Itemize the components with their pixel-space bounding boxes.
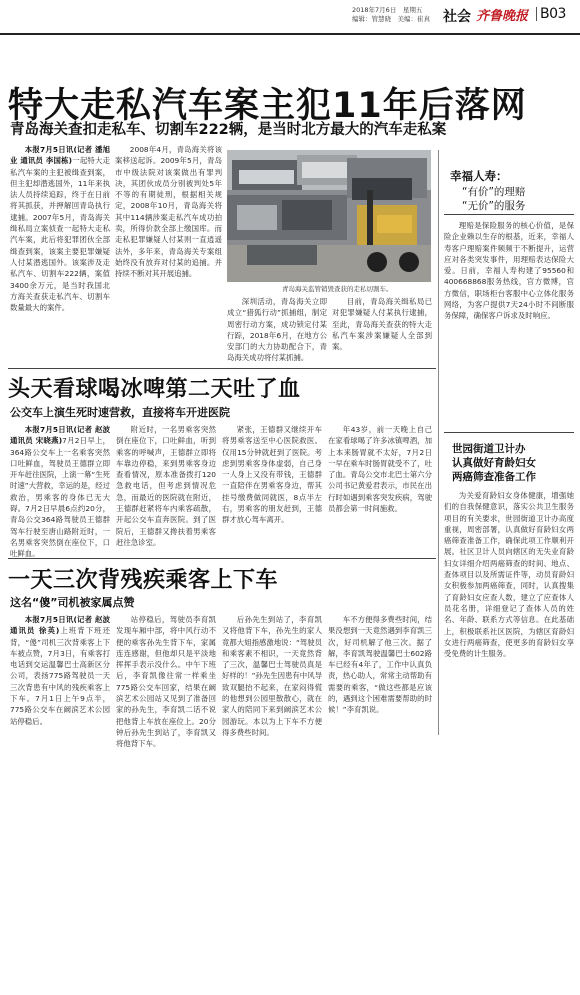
sidebar-news-title-line-3: 两癌筛查准备工作 — [452, 471, 536, 483]
page-header — [0, 0, 580, 38]
scrapyard-photo — [227, 150, 431, 282]
story2-column-2 — [116, 424, 216, 554]
story3-subheadline: 这名“傻”司机被家属点赞 — [10, 596, 135, 609]
sidebar-ad-rule — [444, 214, 574, 215]
story1-column-2-text: 2008年4月，青岛海关将该案移送起诉。2009年5月，青岛市中级法院对该案做出有罪判决，其团伙成员分别被判处5年不等的有期徒刑，根据相关规定，2008年10月，青岛海关将其中114辆涉案走私汽车成功拍卖，所得价款全部上缴国库。而走私犯罪嫌疑人付某则一直逍遥法外，多年来，青岛海关专案组始终没有放弃对付某的追捕。并持续不断对其开展追捕。 — [115, 145, 222, 279]
story1-column-3-text: 深圳活动，青岛海关立即成立“猎狐行动”抓捕组，制定周密行动方案，成功锁定付某行踪，2018年6月，在地方公安部门的大力协助配合下，青岛海关成功将付某抓捕。 — [227, 297, 327, 363]
story1-column-4-text: 目前，青岛海关缉私局已对犯罪嫌疑人付某执行逮捕，至此，青岛海关查获的特大走私汽车案涉案嫌疑人全部到案。 — [332, 297, 432, 352]
story3-column-1-text: 上班背下班还背，“傻”司机三次背乘客上下车被点赞，7月3日，有乘客打电话到交运温馨巴士高新区分公司，表扬775路驾驶员一天三次背患有中风的残疾乘客上下车。7月1日上午9点半，775路公交车在阚滨艺术公园站停稳后。 — [10, 626, 110, 726]
story2-column-3 — [222, 424, 322, 554]
story1-column-1-text: 一起特大走私汽车案的主犯被缉查到案，但主犯却潜逃国外，11年来执法人员持续追踪，终于在日前将其抓获，并押解回青岛执行逮捕。2007年5月，青岛海关缉私局立案侦查一起特大走私汽车案，此后将犯罪团伙全部缉查到案，该案主要犯罪嫌疑人付某潜逃国外。该案涉及走私汽车、切割车222辆，案值3400余万元，是当时我国北方海关查获走私汽车、切割车数量最大的案件。 — [10, 156, 110, 313]
story2-column-1 — [10, 424, 111, 559]
story1-subheadline: 青岛海关查扣走私车、切割车222辆，是当时北方最大的汽车走私案 — [10, 122, 447, 138]
sidebar-ad-body — [444, 220, 574, 406]
story3-column-2 — [116, 614, 216, 749]
header-divider — [536, 7, 537, 21]
story3-column-3 — [222, 614, 322, 737]
story2-subheadline: 公交车上演生死时速营救，直接将车开进医院 — [10, 406, 230, 419]
sidebar-ad-line-1: “有价”的理赔 — [462, 186, 526, 198]
story1-column-4 — [332, 296, 432, 362]
sidebar-news-text: 为关爱育龄妇女身体健康，增强她们的自我保健意识，落实公共卫生服务项目的有关要求，世园街道卫计办高度重视，周密部署，认真做好育龄妇女两癌筛查准备工作，确保此项工作顺利开展。社区卫计人员向辖区的无失业育龄妇女详细介绍两癌筛查的时间、地点、查体项目以及所需证件等，动员育龄妇女积极参加两癌筛查，同时，认真搜集了育龄妇女应查人数，建立了应查体人员花名册，详细登记了查体人员的姓名、年龄、联系方式等信息。在此基础上，积极联系社区医院，为辖区育龄妇女进行两癌筛查，使更多的育龄妇女享受免费的计生服务。 — [444, 491, 574, 659]
story3-column-1 — [10, 614, 110, 734]
story-divider-1 — [8, 368, 436, 369]
story1-column-1 — [10, 144, 110, 354]
story3-byline: 本报7月5日讯(记者 赵波 通讯员 徐英) — [10, 615, 110, 636]
story3-column-2-text: 站停稳后，驾驶员李育凯发现车厢中部，将中风行动不便的乘客孙先生背下车，家属连连感谢，但他却只是平淡地挥挥手表示没什么。中午下班后，李育凯像往常一样乘坐775路公交车回家，结果在阚滨艺术公园站又见到了准备回家的孙先生，李育凯二话不说把他背上车放在座位上。20分钟后孙先生到站了，李育凯又将他背下车。 — [116, 615, 216, 749]
story2-column-4 — [328, 424, 432, 554]
sidebar-news-body — [444, 490, 574, 734]
sidebar-news-title-line-2: 认真做好育龄妇女 — [452, 457, 536, 469]
story1-photo — [227, 150, 431, 282]
sidebar-news-title-line-1: 世园街道卫计办 — [452, 443, 526, 455]
story2-column-1-text: 7月2日早上，364路公交车上一名乘客突然口吐鲜血，驾驶员王德群立即开车赶往医院，上演一幕“生死时速”大营救，幸运的是，经过救治，男乘客的身体已无大碍。7月2日早晨6点约20分，青岛公交364路驾驶员王德群驾车行驶至唐山路附近时，一名男乘客突然倒在座位下，口吐鲜血。 — [10, 436, 111, 559]
section-name: 社会 — [443, 9, 471, 25]
story1-byline: 本报7月5日讯(记者 潘旭业 通讯员 李国栋) — [10, 145, 110, 166]
story1-headline: 特大走私汽车案主犯11年后落网 — [8, 86, 527, 126]
issue-meta — [352, 6, 430, 24]
story-divider-2 — [8, 558, 436, 559]
story1-column-2 — [115, 144, 222, 354]
sidebar-news-rule — [444, 432, 574, 433]
story2-column-2-text: 附近时，一名男乘客突然倒在座位下，口吐鲜血，听到乘客的呼喊声，王德群立即将车靠边停稳，来到男乘客身边查看情况，原本准备拨打120急救电话，但考虑到情况危急，而最近的医院就在附近，王德群赶紧将车内乘客疏散，开起公交车直奔医院。到了医院后，王德群又搀扶着男乘客赶往急诊室。 — [116, 425, 216, 547]
sidebar-ad-text: 理赔是保险服务的核心价值，是保险企业赖以生存的根基，近来，幸福人寿客户理赔案件频频于不断提升，运营应对各类突发事件，用理赔表达保险大爱。日前，幸福人寿构建了95560和400668868服务热线，官方微博，官方微信，职场柜台客服中心立体化服务网络，为客户提供7天24小时不间断服务保障，确保客户诉求及时响应。 — [444, 221, 574, 321]
sidebar-ad-title: 幸福人寿： — [450, 169, 508, 183]
story3-column-3-text: 后孙先生到站了，李育凯又将他背下车，孙先生的家人竟都大姐指感激地说：“驾驶员和乘客素不相识，一天竟然背了三次，温馨巴士驾驶员真是好样的！”孙先生因患有中风导致双腿抬不起来，在家闷得慌的他想到公园里散散心，就在家人的陪同下来到阚滨艺术公园游玩。本以为上下车不方便得多费些时间。 — [222, 615, 322, 737]
issue-date: 2018年7月6日 星期五 — [352, 6, 423, 14]
story2-column-4-text: 年43岁，前一天晚上自己在家看球喝了许多冰镇啤酒，加上本来肠胃就不太好，7月2日一早在乘车时肠胃就受不了，吐了血。青岛公交市北巴士第六分公司书记黄爱君表示，市民在出行时如遇到乘客突发疾病，驾驶员都会第一时间施救。 — [328, 425, 432, 514]
story2-headline: 头天看球喝冰啤第二天吐了血 — [8, 377, 301, 402]
story3-column-4-text: 车不方便得多费些时间，结果没想到一天竟然遇到李育凯三次，好司机解了他三次。据了解，李育凯驾驶温馨巴士602路车已经有4年了，工作中认真负责，热心助人，常常主动帮助有需要的乘客，“做这些都是应该的，遇到这个困难需要帮助的时候！”李育凯说。 — [328, 615, 432, 715]
story3-headline: 一天三次背残疾乘客上下车 — [8, 568, 279, 593]
editor-credits: 编辑：管慧晓 美编：崔真 — [352, 15, 430, 23]
story1-photo-caption: 青岛海关监管销毁查获的走私切割车。 — [282, 285, 393, 293]
story2-column-3-text: 紧张，王德群又继续开车将男乘客送至中心医院救医。仅用15分钟就赶到了医院。考虑到男乘客身体虚弱，自己身一人身上又没有带钱，王德群一直陪伴在男乘客身边，帮其挂号缴费做同就医，8点半左右，男乘客的朋友赶到，王德群才放心驾车离开。 — [222, 425, 322, 525]
story3-column-4 — [328, 614, 432, 734]
header-rule — [0, 33, 580, 35]
sidebar-ad-line-2: “无价”的服务 — [462, 200, 526, 212]
story2-byline: 本报7月5日讯(记者 赵波 通讯员 宋晓燕) — [10, 425, 110, 446]
sidebar-divider — [438, 150, 439, 735]
sidebar-news-headline — [452, 442, 536, 484]
story1-column-3 — [227, 296, 327, 362]
page-number: B03 — [540, 6, 566, 22]
newspaper-logo: 齐鲁晚报 — [476, 9, 529, 24]
